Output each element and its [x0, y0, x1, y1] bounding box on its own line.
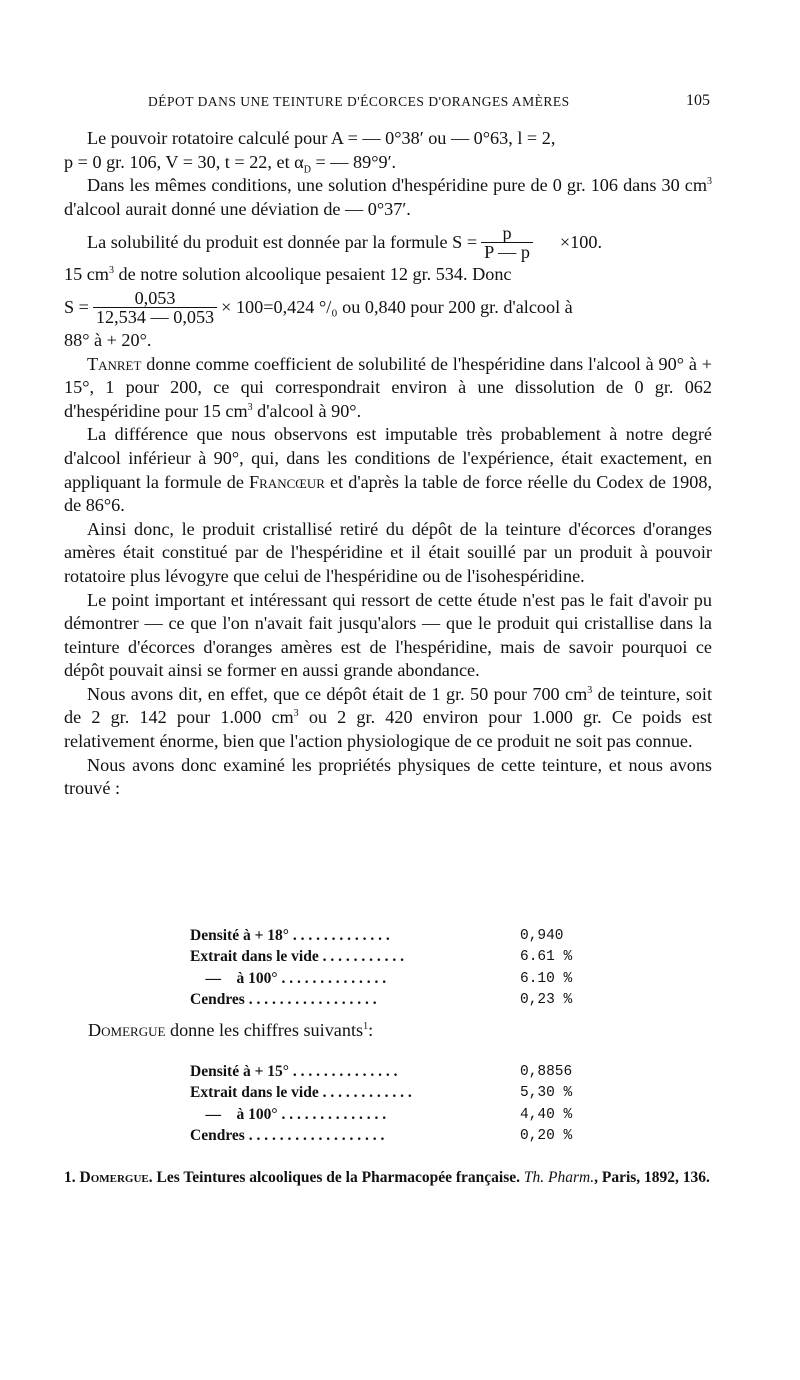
superscript: 3	[587, 684, 593, 696]
solubility-formula	[64, 221, 712, 263]
author-name: Domergue	[79, 1169, 149, 1186]
fraction-denominator: 12,534 — 0,053	[93, 307, 217, 326]
row-value: 0,8856	[520, 1063, 573, 1080]
subscript: D	[303, 164, 311, 176]
row-value: 6.10 %	[520, 970, 573, 987]
paragraph-important-point: Le point important et intéressant qui ressort de cette étude n'est pas le fait d'avoir pu démontrer — ce que l'on n'avait fait jusqu'alors — que le produit qui cristallise dans la teinture d'écorces d'oranges amères est de l'hespéridine, mais de savoir pourquoi ce dépôt pouvait ainsi se former en aussi grande abondance.	[64, 589, 712, 681]
body-text	[64, 127, 712, 801]
paragraph-deposit-amount	[64, 683, 712, 754]
text-run: × 100=0,424 °/₀ ou 0,840 pour 200 gr. d'alcool à	[221, 297, 573, 318]
text-run: ou 2 gr. 420 environ pour 1.000 gr. Ce poids est relativement énorme, bien que l'action physiologique de ce produit ne soit pas connue.	[64, 707, 712, 752]
domergue-intro	[88, 1020, 373, 1041]
superscript: 3	[247, 401, 253, 413]
paragraph-difference	[64, 423, 712, 517]
solubility-calculation	[64, 287, 712, 329]
table-row	[190, 925, 582, 947]
row-value: 6.61 %	[520, 949, 573, 966]
running-title: DÉPOT DANS UNE TEINTURE D'ÉCORCES D'ORANGES AMÈRES	[148, 94, 570, 109]
row-label: Cendres . . . . . . . . . . . . . . . . .	[190, 991, 377, 1009]
text-line: = — 89°9′.	[310, 151, 397, 172]
page-number: 105	[686, 92, 710, 109]
footnote-marker: 1	[363, 1020, 369, 1032]
table-row	[190, 1083, 582, 1105]
table-row	[190, 1126, 582, 1148]
text-run: ×100.	[559, 231, 603, 252]
text-run: de teinture, soit de 2 gr. 142 pour 1.000 cm	[64, 683, 713, 728]
paragraph-tanret	[64, 353, 712, 424]
properties-table-domergue	[190, 1061, 582, 1147]
paragraph-solution-weight	[64, 263, 712, 287]
footnote	[64, 1168, 714, 1188]
row-value: 0,23 %	[520, 992, 573, 1009]
table-row	[190, 968, 582, 990]
text-run: d'alcool à 90°.	[252, 400, 362, 421]
fraction-denominator: P — p	[481, 242, 533, 261]
row-value: 0,940	[520, 927, 564, 944]
row-label: Extrait dans le vide . . . . . . . . . . . .	[190, 1084, 412, 1102]
text-line: Le pouvoir rotatoire calculé pour A = — 0°38′ ou — 0°63, l = 2,	[87, 128, 556, 148]
text-run: donne comme coefficient de solubilité de l'hespéridine dans l'alcool à 90° à + 15°, 1 pour 200, ce qui correspondrait environ à une dissolution de 0 gr. 062 d'hespéridine pour 15 cm	[64, 353, 712, 421]
row-label: — à 100° . . . . . . . . . . . . . .	[190, 969, 387, 987]
text-run: Dans les mêmes conditions, une solution d'hespéridine pure de 0 gr. 106 dans 30 cm	[87, 175, 707, 196]
row-label: — à 100° . . . . . . . . . . . . . .	[190, 1105, 387, 1123]
text-run: La solubilité du produit est donnée par la formule S =	[87, 231, 478, 252]
text-line: p = 0 gr. 106, V = 30, t = 22, et α	[64, 151, 304, 172]
author-name: Francœur	[249, 471, 325, 492]
footnote-number: 1.	[64, 1169, 76, 1186]
row-label: Cendres . . . . . . . . . . . . . . . . . .	[190, 1127, 385, 1145]
row-label: Extrait dans le vide . . . . . . . . . . .	[190, 948, 404, 966]
author-name: Tanret	[87, 353, 142, 374]
text-run: Nous avons dit, en effet, que ce dépôt était de 1 gr. 50 pour 700 cm	[87, 683, 588, 704]
properties-table-ours	[190, 925, 582, 1011]
text-line: 88° à + 20°.	[64, 329, 152, 350]
fraction	[481, 224, 533, 261]
text-run: d'alcool aurait donné une déviation de — 0°37′.	[64, 198, 411, 219]
table-row	[190, 1104, 582, 1126]
running-head	[148, 92, 710, 114]
superscript: 3	[293, 708, 299, 720]
text-run: 15 cm	[64, 264, 109, 285]
text-run: de notre solution alcoolique pesaient 12 gr. 534. Donc	[113, 264, 512, 285]
row-value: 0,20 %	[520, 1128, 573, 1145]
row-label: Densité à + 15° . . . . . . . . . . . . . .	[190, 1062, 398, 1080]
superscript: 3	[108, 265, 114, 277]
table-row	[190, 990, 582, 1012]
author-name: Domergue	[88, 1020, 166, 1040]
table-row	[190, 947, 582, 969]
fraction-numerator: 0,053	[134, 288, 176, 309]
paragraph-physical-properties: Nous avons donc examiné les propriétés physiques de cette teinture, et nous avons trouvé :	[64, 754, 712, 799]
journal-name: Th. Pharm.	[523, 1169, 595, 1186]
text-run: :	[368, 1020, 374, 1040]
fraction	[93, 289, 217, 326]
superscript: 3	[707, 176, 712, 188]
text-run: . Les Teintures alcooliques de la Pharmacopée française.	[148, 1169, 524, 1186]
text-run: donne les chiffres suivants	[165, 1020, 364, 1040]
text-run: et d'après la table de force réelle du Codex de 1908, de 86°6.	[64, 471, 713, 516]
row-value: 4,40 %	[520, 1106, 573, 1123]
text-run: S =	[64, 297, 89, 318]
text-run: , Paris, 1892, 136.	[594, 1169, 710, 1186]
fraction-numerator: p	[502, 222, 512, 243]
paragraph-conclusion: Ainsi donc, le produit cristallisé retiré du dépôt de la teinture d'écorces d'oranges amères était constitué par de l'hespéridine et il était souillé par un produit à pouvoir rotatoire plus lévogyre que celui de l'hespéridine ou de l'isohespéridine.	[64, 518, 712, 586]
table-row	[190, 1061, 582, 1083]
text-run: La différence que nous observons est imputable très probablement à notre degré d'alcool inférieur à 90°, qui, dans les conditions de l'expérience, était exactement, en appliquant la formule de	[64, 424, 712, 492]
row-value: 5,30 %	[520, 1085, 573, 1102]
paragraph-pure-hesperidin	[64, 174, 712, 221]
row-label: Densité à + 18° . . . . . . . . . . . . .	[190, 926, 390, 944]
paragraph-rotatory-power	[64, 127, 712, 174]
